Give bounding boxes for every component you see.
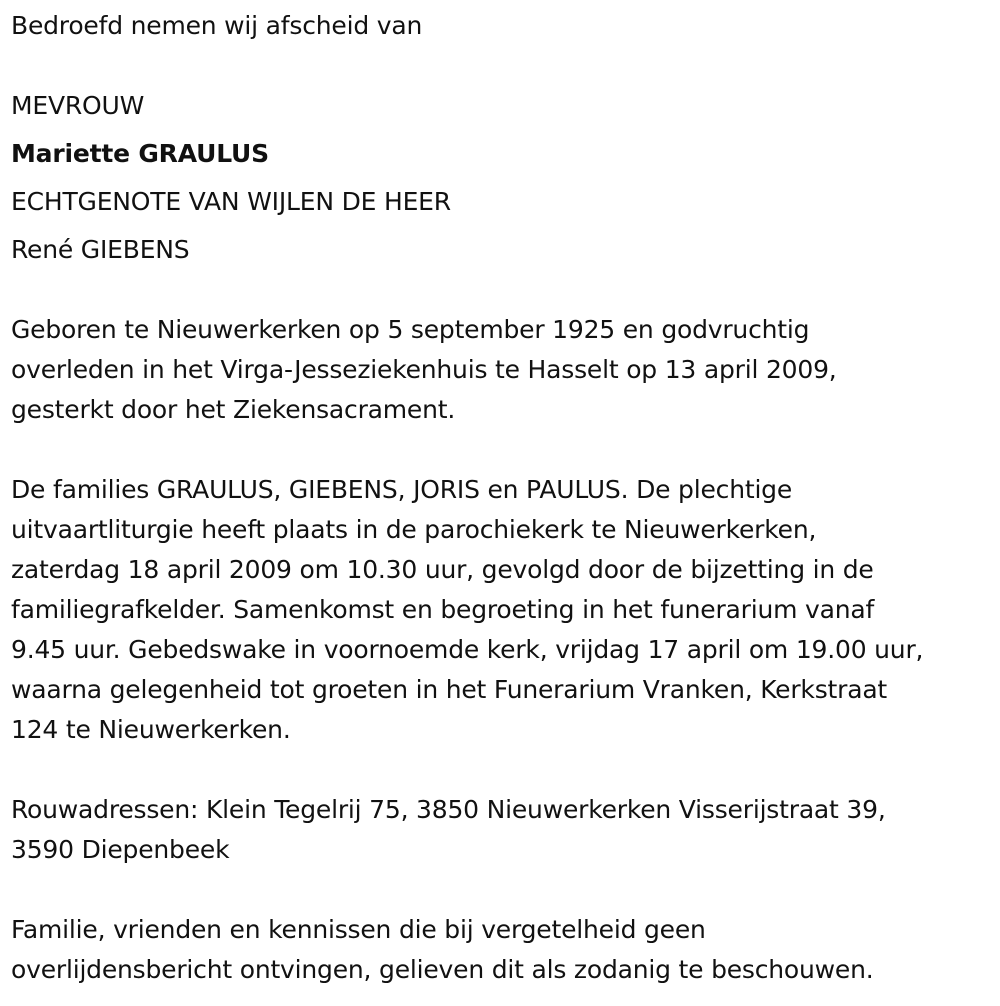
obituary-notice bbox=[11, 0, 991, 990]
honorific-title: MEVROUW bbox=[11, 91, 145, 120]
paragraph-line: waarna gelegenheid tot groeten in het Funerarium Vranken, Kerkstraat bbox=[11, 675, 888, 704]
birth-death-paragraph bbox=[11, 310, 991, 430]
intro-line: Bedroefd nemen wij afscheid van bbox=[11, 11, 423, 40]
paragraph-line: 124 te Nieuwerkerken. bbox=[11, 715, 291, 744]
spouse-name: René GIEBENS bbox=[11, 235, 190, 264]
paragraph-line: De families GRAULUS, GIEBENS, JORIS en PAULUS. De plechtige bbox=[11, 475, 793, 504]
paragraph-line: overlijdensbericht ontvingen, gelieven dit als zodanig te beschouwen. bbox=[11, 955, 874, 984]
paragraph-line: gesterkt door het Ziekensacrament. bbox=[11, 395, 456, 424]
paragraph-line: familiegrafkelder. Samenkomst en begroeting in het funerarium vanaf bbox=[11, 595, 875, 624]
paragraph-line: uitvaartliturgie heeft plaats in de parochiekerk te Nieuwerkerken, bbox=[11, 515, 817, 544]
paragraph-line: Familie, vrienden en kennissen die bij vergetelheid geen bbox=[11, 915, 706, 944]
funeral-paragraph bbox=[11, 470, 991, 750]
paragraph-line: zaterdag 18 april 2009 om 10.30 uur, gevolgd door de bijzetting in de bbox=[11, 555, 874, 584]
notice-paragraph bbox=[11, 910, 991, 990]
paragraph-line: 3590 Diepenbeek bbox=[11, 835, 230, 864]
paragraph-line: overleden in het Virga-Jesseziekenhuis te Hasselt op 13 april 2009, bbox=[11, 355, 837, 384]
deceased-name: Mariette GRAULUS bbox=[11, 139, 269, 168]
paragraph-line: 9.45 uur. Gebedswake in voornoemde kerk, vrijdag 17 april om 19.00 uur, bbox=[11, 635, 924, 664]
paragraph-line: Rouwadressen: Klein Tegelrij 75, 3850 Nieuwerkerken Visserijstraat 39, bbox=[11, 795, 886, 824]
paragraph-line: Geboren te Nieuwerkerken op 5 september 1925 en godvruchtig bbox=[11, 315, 810, 344]
addresses-paragraph bbox=[11, 790, 991, 870]
spouse-title: ECHTGENOTE VAN WIJLEN DE HEER bbox=[11, 187, 451, 216]
